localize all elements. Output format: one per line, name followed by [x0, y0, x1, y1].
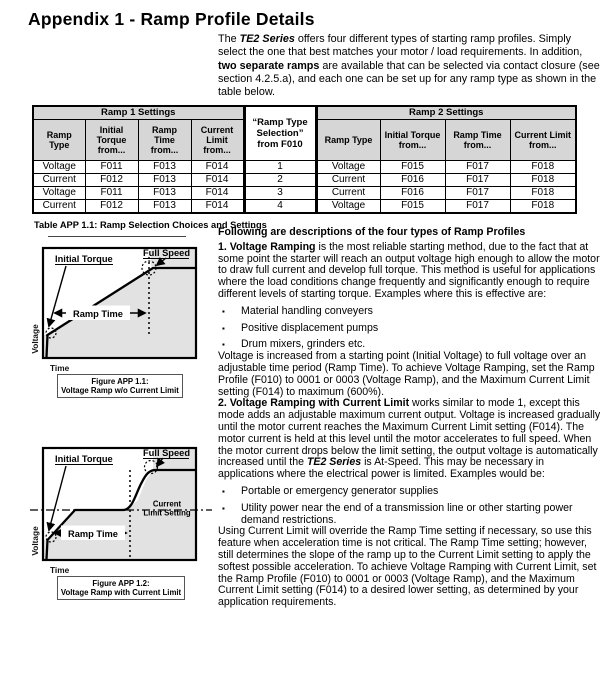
table-cell-selection: 1 — [244, 160, 316, 173]
full-speed-label: Full Speed — [143, 248, 191, 258]
voltage-axis-label: Voltage — [30, 526, 40, 556]
table-row — [33, 199, 576, 213]
group-header-ramp1: Ramp 1 Settings — [33, 106, 244, 119]
table-cell: F011 — [85, 160, 138, 173]
initial-torque-label: Initial Torque — [55, 254, 113, 264]
time-axis-label: Time — [50, 565, 70, 575]
column-header: Initial Torque from... — [85, 119, 138, 160]
te2-series-text: TE2 Series — [239, 33, 295, 45]
bullet-text: Utility power near the end of a transmission line or other starting power demand restrictions. — [241, 501, 573, 526]
figure1-caption-line: Figure APP 1.1: — [91, 376, 149, 386]
ramp-settings-table-wrap — [32, 105, 577, 214]
table-cell: F013 — [138, 186, 191, 199]
figure-voltage-ramp-without-current-limit — [10, 240, 215, 376]
column-header: Current Limit from... — [191, 119, 244, 160]
table-cell: F015 — [380, 199, 445, 213]
table-cell: Voltage — [316, 160, 380, 173]
table-cell: Current — [316, 186, 380, 199]
list-item — [222, 503, 601, 527]
column-header: Ramp Type — [316, 119, 380, 160]
paragraph-voltage-increase: Voltage is increased from a starting point (Initial Voltage) to full voltage over an adjustable time period (Ramp Time). To achieve Voltage Ramping, set the Ramp Profile (F010) to 0001 or 0003 (Voltage Ramp), and the Maximum Current Limit setting (F014) to maximum (600%). — [218, 350, 595, 398]
table-cell: Voltage — [33, 160, 85, 173]
table-row — [33, 160, 576, 173]
list-item — [222, 323, 601, 335]
table-cell: Current — [316, 173, 380, 186]
table-cell-selection: 2 — [244, 173, 316, 186]
intro-paragraph — [218, 33, 600, 99]
table-cell: F018 — [510, 173, 576, 186]
selection-header-line: from F010 — [257, 138, 303, 150]
figure1-caption-line: Voltage Ramp w/o Current Limit — [61, 385, 179, 395]
voltage-axis-label: Voltage — [30, 324, 40, 354]
mode2-title: 2. Voltage Ramping with Current Limit — [218, 397, 410, 410]
table-cell: Current — [33, 199, 85, 213]
page-title: Appendix 1 - Ramp Profile Details — [28, 9, 315, 29]
table-cell: F016 — [380, 186, 445, 199]
figure2-caption-line: Figure APP 1.2: — [92, 578, 150, 588]
intro-text: are available that can be selected via contact closure (see section 4.2.5.a), and each one can be set up for any ramp type as shown in the table below. — [218, 59, 600, 99]
figure2-caption-line: Voltage Ramp with Current Limit — [60, 587, 182, 597]
paragraph-current-limit-override: Using Current Limit will override the Ramp Time setting if necessary, so use this feature when acceleration time is not critical. The Ramp Time setting; however, still determines the slope of the ramp up to the Current Limit setting to apply the softest possible acceleration. To achieve Voltage Ramping with Current Limit, set the Ramp Profile (F010) to 0001 or 0003 (Voltage Ramp), and the Maximum Current Limit setting (F014) to a desired lower setting, as determined by your application requirements. — [218, 525, 597, 609]
mode1-text: is the most reliable starting method, due to the fact that at some point the starter will reach an output voltage high enough to allow the motor to draw full current and develop full torque. This method is useful for applications where the load conditions change frequently and significantly enough to require different levels of starting torque. Examples where this is effective are: — [218, 240, 600, 300]
figure-voltage-ramp-with-current-limit — [10, 440, 220, 578]
column-header: Current Limit from... — [510, 119, 576, 160]
table-row — [33, 186, 576, 199]
table-cell: Voltage — [33, 186, 85, 199]
two-ramps-text: two separate ramps — [218, 59, 320, 72]
column-header: Ramp Time from... — [138, 119, 191, 160]
table-group-header-row — [33, 106, 576, 119]
current-limit-label: Limit Setting — [143, 508, 191, 518]
list-item — [222, 486, 601, 498]
table-cell-selection: 4 — [244, 199, 316, 213]
intro-text: The — [218, 33, 240, 45]
table-cell-selection: 3 — [244, 186, 316, 199]
ramp-time-label: Ramp Time — [73, 309, 123, 319]
table-cell: F018 — [510, 160, 576, 173]
table-cell: F013 — [138, 160, 191, 173]
table-cell: F014 — [191, 199, 244, 213]
table-cell: F018 — [510, 186, 576, 199]
selection-header-line: Selection” — [256, 127, 304, 139]
table-cell: F012 — [85, 173, 138, 186]
table-cell: F013 — [138, 173, 191, 186]
bullet-icon: ▪ — [222, 486, 225, 496]
table-cell: F014 — [191, 160, 244, 173]
selection-header-line: “Ramp Type — [252, 116, 308, 128]
bullet-icon: ▪ — [222, 323, 225, 333]
column-header: Ramp Type — [33, 119, 85, 160]
bullet-icon: ▪ — [222, 503, 225, 513]
descriptions-heading: Following are descriptions of the four types of Ramp Profiles — [218, 226, 526, 238]
figure1-top-rule — [48, 236, 186, 237]
figure1-caption — [57, 374, 183, 398]
bullet-icon: ▪ — [222, 340, 225, 350]
table-caption: Table APP 1.1: Ramp Selection Choices and Settings — [34, 220, 267, 230]
table-cell: F017 — [445, 173, 510, 186]
column-header: Ramp Time from... — [445, 119, 510, 160]
figure2-caption — [57, 576, 185, 600]
descriptions-column — [218, 227, 601, 609]
paragraph-voltage-ramping — [218, 242, 601, 301]
bullet-icon: ▪ — [222, 306, 225, 316]
table-row — [33, 173, 576, 186]
full-speed-label: Full Speed — [143, 448, 191, 458]
table-cell: F017 — [445, 186, 510, 199]
table-cell: F014 — [191, 186, 244, 199]
table-cell: F012 — [85, 199, 138, 213]
selection-column-header — [244, 106, 316, 160]
table-cell: Current — [33, 173, 85, 186]
intro-text: offers four different types of starting ramp profiles. Simply select the one that best matches your motor / load requirements. In addition, — [218, 33, 583, 59]
table-cell: F018 — [510, 199, 576, 213]
bullet-text: Portable or emergency generator supplies — [241, 484, 439, 497]
group-header-ramp2: Ramp 2 Settings — [316, 106, 576, 119]
table-cell: F013 — [138, 199, 191, 213]
mode2-text: works similar to mode 1, except this mode adds an adjustable maximum current output. Voltage is increased gradually until the motor current reaches the Maximum Current Limit setting (F014). The motor current is held at this level until the motor accelerates to full speed. When the motor current drops below the limit setting, the output voltage is automatically increased until the — [218, 397, 601, 469]
time-axis-label: Time — [50, 363, 70, 373]
current-limit-label: Current — [152, 499, 182, 509]
ramp-time-label: Ramp Time — [68, 529, 118, 539]
table-cell: F015 — [380, 160, 445, 173]
table-cell: F017 — [445, 199, 510, 213]
table-cell: Voltage — [316, 199, 380, 213]
te2-series-text: TE2 Series — [306, 456, 362, 469]
list-item — [222, 306, 601, 318]
mode2-text: is At-Speed. This may be necessary in applications where the electrical power is limited. Examples would be: — [218, 456, 545, 481]
bullet-text: Positive displacement pumps — [241, 321, 379, 334]
paragraph-voltage-ramping-current-limit — [218, 398, 601, 481]
column-header: Initial Torque from... — [380, 119, 445, 160]
table-cell: F017 — [445, 160, 510, 173]
table-cell: F016 — [380, 173, 445, 186]
bullet-text: Drum mixers, grinders etc. — [241, 338, 366, 351]
table-cell: F011 — [85, 186, 138, 199]
ramp-settings-table — [32, 105, 577, 214]
table-cell: F014 — [191, 173, 244, 186]
bullet-text: Material handling conveyers — [241, 304, 373, 317]
initial-torque-label: Initial Torque — [55, 454, 113, 464]
mode1-title: 1. Voltage Ramping — [218, 240, 316, 253]
